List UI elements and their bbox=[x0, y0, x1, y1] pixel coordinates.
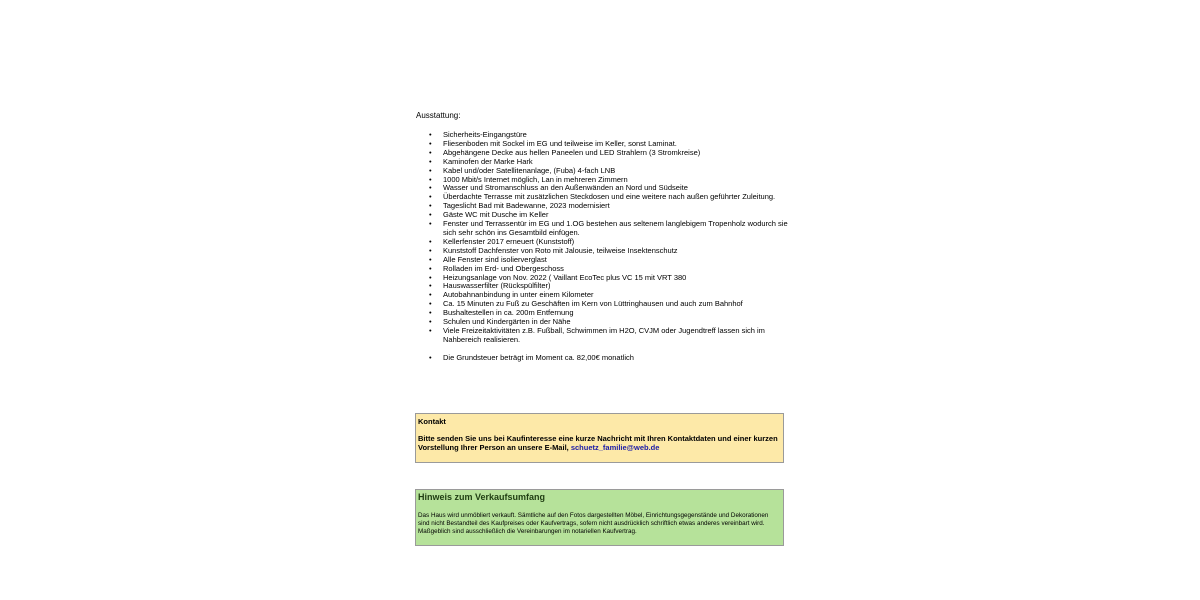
bullet-icon: • bbox=[429, 263, 432, 273]
bullet-icon: • bbox=[429, 272, 432, 282]
bullet-icon: • bbox=[429, 183, 432, 193]
bullet-icon: • bbox=[429, 138, 432, 148]
bullet-icon: • bbox=[429, 325, 432, 335]
contact-message bbox=[418, 434, 781, 452]
contact-title: Kontakt bbox=[418, 417, 446, 426]
bullet-icon: • bbox=[429, 156, 432, 166]
bullet-icon: • bbox=[429, 254, 432, 264]
feature-text: Gäste WC mit Dusche im Keller bbox=[443, 210, 549, 220]
feature-text: Ca. 15 Minuten zu Fuß zu Geschäften im Kern von Lüttringhausen und auch zum Bahnhof bbox=[443, 299, 743, 309]
bullet-icon: • bbox=[429, 236, 432, 246]
feature-text: Fliesenboden mit Sockel im EG und teilweise im Keller, sonst Laminat. bbox=[443, 138, 677, 148]
feature-text: Hauswasserfilter (Rückspülfilter) bbox=[443, 281, 551, 291]
bullet-icon: • bbox=[429, 174, 432, 184]
feature-text: Sicherheits-Eingangstüre bbox=[443, 130, 527, 139]
sale-scope-notice-box bbox=[415, 489, 784, 546]
listing-content bbox=[416, 111, 788, 363]
feature-text: Die Grundsteuer beträgt im Moment ca. 82,00€ monatlich bbox=[443, 352, 634, 362]
bullet-icon: • bbox=[429, 219, 432, 229]
bullet-icon: • bbox=[429, 192, 432, 202]
feature-text: Kaminofen der Marke Hark bbox=[443, 156, 533, 166]
feature-text: Heizungsanlage von Nov. 2022 ( Vaillant EcoTec plus VC 15 mit VRT 380 bbox=[443, 272, 687, 282]
bullet-icon: • bbox=[429, 147, 432, 157]
feature-text: Kunststoff Dachfenster von Roto mit Jalousie, teilweise Insektenschutz bbox=[443, 245, 678, 255]
bullet-icon: • bbox=[429, 210, 432, 220]
feature-text: Tageslicht Bad mit Badewanne, 2023 modernisiert bbox=[443, 201, 610, 211]
feature-list-item bbox=[416, 354, 788, 363]
feature-list-item bbox=[416, 220, 788, 238]
feature-text: Bushaltestellen in ca. 200m Entfernung bbox=[443, 308, 574, 318]
notice-title: Hinweis zum Verkaufsumfang bbox=[418, 492, 546, 502]
bullet-icon: • bbox=[429, 290, 432, 300]
notice-text: Das Haus wird unmöbliert verkauft. Sämtliche auf den Fotos dargestellten Möbel, Einrichtungsgegenstände und Dekorationen sind nicht Bestandteil des Kaufpreises oder Kaufvertrags, sofern nicht ausdrücklich schriftlich etwas anderes vereinbart wird. Maßgeblich sind ausschließlich die Vereinbarungen im notariellen Kaufvertrag. bbox=[418, 512, 769, 535]
feature-text: Alle Fenster sind isolierverglast bbox=[443, 254, 547, 264]
bullet-icon: • bbox=[429, 308, 432, 318]
feature-list-item bbox=[416, 327, 788, 345]
bullet-icon: • bbox=[429, 317, 432, 327]
feature-text: Autobahnanbindung in unter einem Kilometer bbox=[443, 290, 594, 300]
bullet-icon: • bbox=[429, 245, 432, 255]
bullet-icon: • bbox=[429, 299, 432, 309]
feature-text: 1000 Mbit/s Internet möglich, Lan in mehreren Zimmern bbox=[443, 174, 628, 184]
feature-text: Abgehängene Decke aus hellen Paneelen und LED Strahlern (3 Stromkreise) bbox=[443, 147, 701, 157]
bullet-icon: • bbox=[429, 281, 432, 291]
feature-text: Wasser und Stromanschluss an den Außenwänden an Nord und Südseite bbox=[443, 183, 688, 193]
feature-text: Kabel und/oder Satellitenanlage, (Fuba) 4-fach LNB bbox=[443, 165, 616, 175]
bullet-icon: • bbox=[429, 201, 432, 211]
bullet-icon: • bbox=[429, 352, 432, 362]
features-heading: Ausstattung: bbox=[416, 111, 461, 120]
features-list bbox=[416, 131, 788, 363]
bullet-icon: • bbox=[429, 165, 432, 175]
feature-text: Schulen und Kindergärten in der Nähe bbox=[443, 317, 571, 327]
feature-text: Rolladen im Erd- und Obergeschoss bbox=[443, 263, 564, 273]
bullet-icon: • bbox=[429, 130, 432, 139]
feature-text: Fenster und Terrassentür im EG und 1.OG bestehen aus seltenem langlebigem Tropenholz wodurch sie sich sehr schön ins Gesamtbild einfügen. bbox=[443, 219, 788, 237]
contact-email-link[interactable]: schuetz_familie@web.de bbox=[570, 443, 660, 452]
feature-text: Viele Freizeitaktivitäten z.B. Fußball, Schwimmen im H2O, CVJM oder Jugendtreff lassen sich im Nahbereich realisieren. bbox=[443, 325, 765, 344]
contact-box bbox=[415, 413, 784, 463]
feature-text: Kellerfenster 2017 erneuert (Kunststoff) bbox=[443, 236, 575, 246]
contact-text: Bitte senden Sie uns bei Kaufinteresse eine kurze Nachricht mit Ihren Kontaktdaten und einer kurzen Vorstellung Ihrer Person an unsere E-Mail, bbox=[418, 434, 778, 452]
feature-text: Überdachte Terrasse mit zusätzlichen Steckdosen und eine weitere nach außen geführter Zuleitung. bbox=[443, 192, 776, 202]
